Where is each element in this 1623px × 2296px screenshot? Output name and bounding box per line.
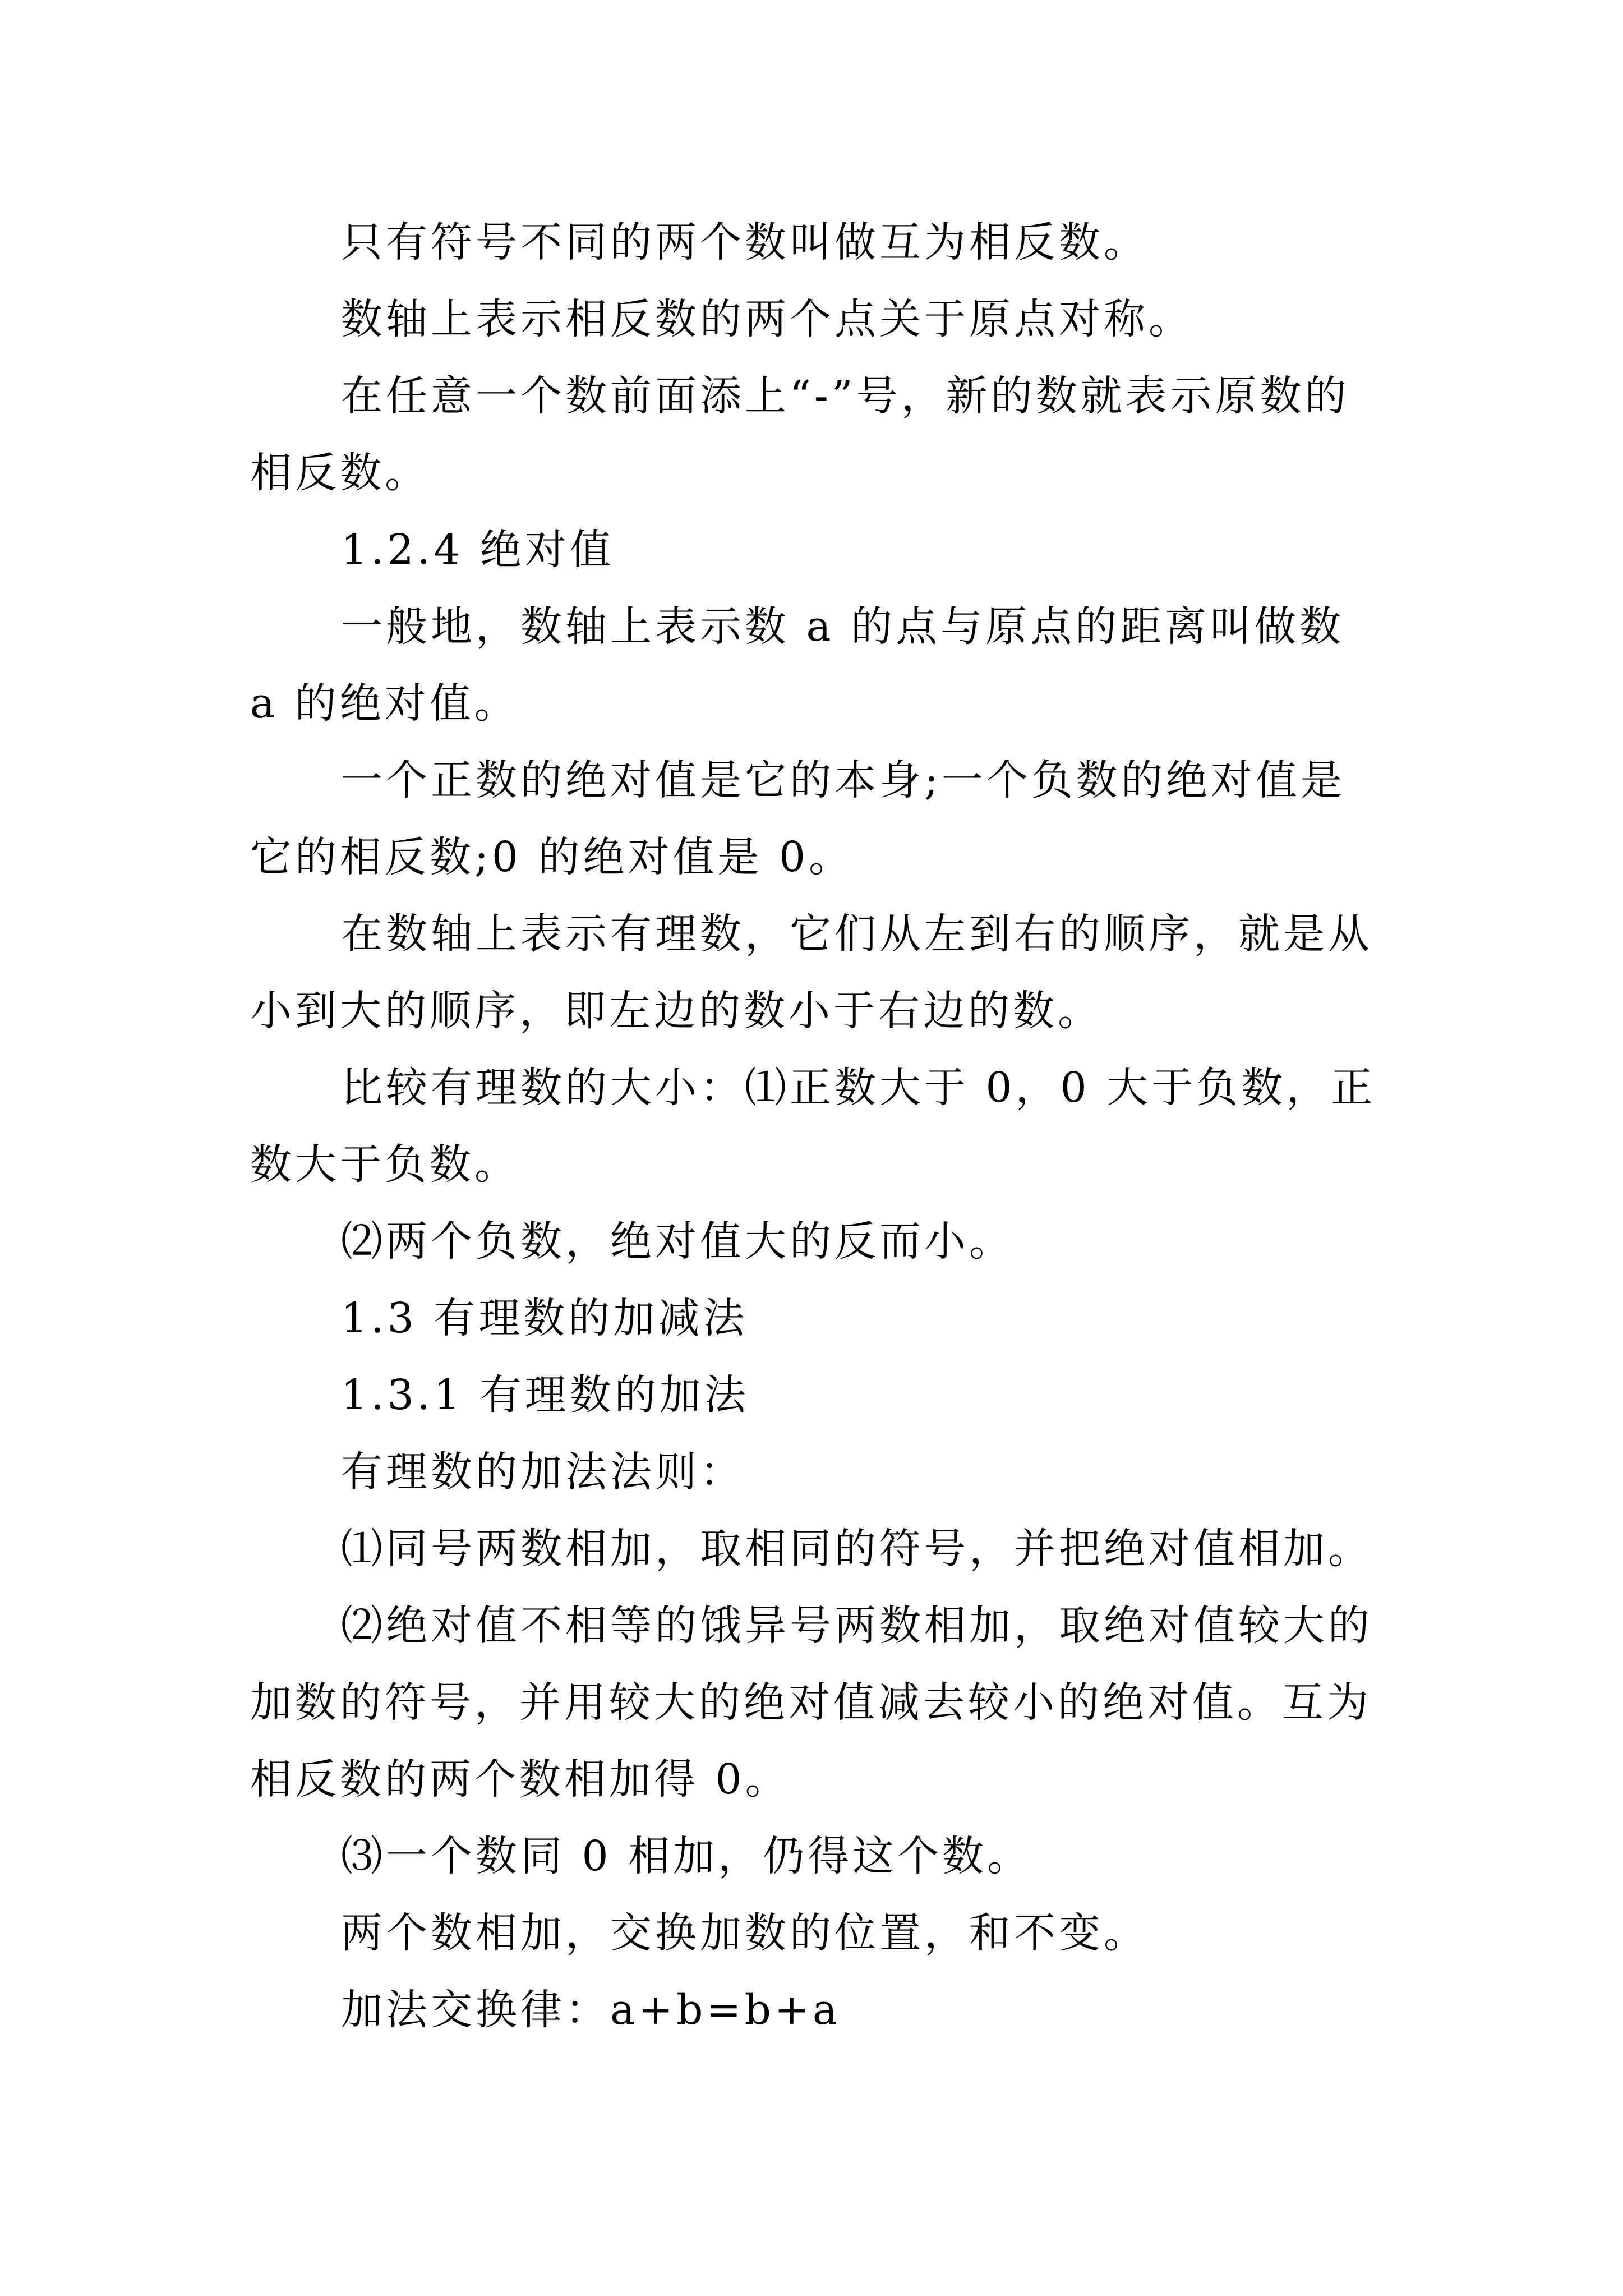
section-heading-addition: 1.3.1 有理数的加法	[341, 1371, 749, 1419]
paragraph-compare-rule-1: 比较有理数的大小：⑴正数大于 0，0 大于负数，正数大于负数。	[250, 1064, 1376, 1189]
paragraph-addition-rule-2: ⑵绝对值不相等的饿异号两数相加，取绝对值较大的加数的符号，并用较大的绝对值减去较小的绝对值。互为相反数的两个数相加得 0。	[250, 1602, 1373, 1803]
paragraph-addition-rule-1: ⑴同号两数相加，取相同的符号，并把绝对值相加。	[341, 1525, 1373, 1573]
paragraph-number-line-order: 在数轴上表示有理数，它们从左到右的顺序，就是从小到大的顺序，即左边的数小于右边的数。	[250, 910, 1373, 1035]
paragraph-opposite-numbers-definition: 只有符号不同的两个数叫做互为相反数。	[341, 218, 1149, 266]
paragraph-negation-sign: 在任意一个数前面添上“-”号，新的数就表示原数的相反数。	[250, 372, 1350, 497]
paragraph-opposite-numbers-symmetry: 数轴上表示相反数的两个点关于原点对称。	[341, 295, 1193, 343]
paragraph-addition-rules-title: 有理数的加法法则：	[341, 1448, 745, 1496]
section-heading-add-subtract: 1.3 有理数的加减法	[341, 1294, 748, 1342]
paragraph-absolute-value-rules: 一个正数的绝对值是它的本身;一个负数的绝对值是它的相反数;0 的绝对值是 0。	[250, 756, 1345, 881]
paragraph-commutative-law: 加法交换律：a+b=b+a	[341, 1986, 841, 2034]
section-heading-absolute-value: 1.2.4 绝对值	[341, 526, 615, 574]
paragraph-commutative-statement: 两个数相加，交换加数的位置，和不变。	[341, 1909, 1149, 1957]
paragraph-compare-rule-2: ⑵两个负数，绝对值大的反而小。	[341, 1217, 1014, 1266]
paragraph-absolute-value-definition: 一般地，数轴上表示数 a 的点与原点的距离叫做数 a 的绝对值。	[250, 602, 1345, 728]
paragraph-addition-rule-3: ⑶一个数同 0 相加，仍得这个数。	[341, 1832, 1032, 1880]
